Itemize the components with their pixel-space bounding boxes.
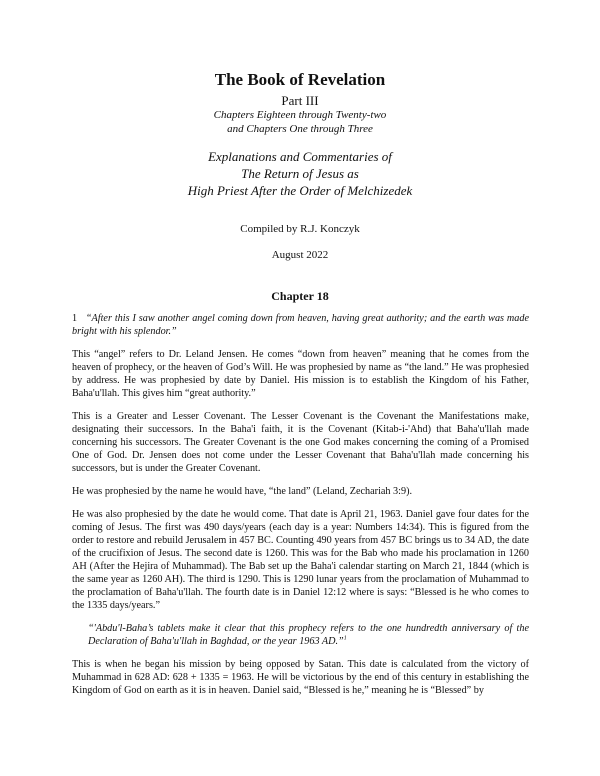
- footnote-marker[interactable]: 1: [343, 635, 347, 642]
- verse-text: “After this I saw another angel coming down from heaven, having great authority; and the earth was made bright with his splendor.”: [72, 313, 530, 337]
- block-quote-text: “'Abdu'l-Baha’s tablets make it clear that this prophecy refers to the one hundredth anniversary of the Declaration of Baha'u'llah in Baghdad, or the year 1963 AD.”: [88, 623, 529, 647]
- verse-number: 1: [72, 313, 78, 324]
- part-label: Part III: [281, 93, 319, 108]
- explanations-line1: Explanations and Commentaries of: [208, 149, 392, 164]
- commentary-paragraph: He was prophesied by the name he would have, “the land” (Leland, Zechariah 3:9).: [72, 486, 413, 497]
- chapters-subtitle-line2: and Chapters One through Three: [227, 123, 373, 135]
- commentary-paragraph: He was also prophesied by the date he would come. That date is April 21, 1963. Daniel gave four dates for the coming of Jesus. The first was 490 days/years (each day is a year: Numbers 14:34). This is figured from the order to restore and rebuild Jerusalem in 457 BC. Counting 490 years from 457 BC brings us to 34 AD, the date of the crucifixion of Jesus. The second date is 1260. This was for the Bab who made his proclamation in 1260 AH (After the Hejira of Muhammad). The Bab set up the Baha'i calendar starting on March 21, 1844 (which is the same year as 1260 AH). The third is 1290. This is 1290 lunar years from the proclamation of Muhammad to the proclamation of Baha'u'llah. The fourth date is in Daniel 12:12 where is says: “Blessed is he who comes to the 1335 days/years.”: [72, 509, 529, 611]
- document-title: The Book of Revelation: [214, 70, 386, 89]
- compiled-by: Compiled by R.J. Konczyk: [240, 223, 360, 235]
- publication-date: August 2022: [271, 249, 329, 261]
- verse-paragraph: [72, 312, 529, 338]
- chapters-subtitle-line1: Chapters Eighteen through Twenty-two: [213, 109, 387, 121]
- chapter-body: [72, 312, 529, 707]
- chapter-heading: Chapter 18: [271, 289, 329, 303]
- commentary-paragraph: This is when he began his mission by being opposed by Satan. This date is calculated from the victory of Muhammad in 628 AD: 628 + 1335 = 1963. He will be victorious by the end of this century in establishing the Kingdom of God on earth as it is in heaven. Daniel said, “Blessed is he,” meaning he is “Blessed” by: [72, 659, 529, 696]
- explanations-line3: High Priest After the Order of Melchizedek: [187, 183, 413, 198]
- commentary-paragraph: This “angel” refers to Dr. Leland Jensen. He comes “down from heaven” meaning that he comes from the heaven of prophecy, or the heaven of God’s Will. He was prophesied by name as “the land.” He was prophesied by address. He was prophesied by date by Daniel. His mission is to establish the Kingdom of his Father, Baha'u'llah. This gives him “great authority.”: [72, 349, 529, 399]
- commentary-paragraph: This is a Greater and Lesser Covenant. The Lesser Covenant is the Covenant the Manifestations make, designating their successors. In the Baha'i faith, it is the Covenant (Kitab-i-'Ahd) that Baha'u'llah made concerning his successors. The Greater Covenant is the one God makes concerning the coming of a Promised One of God. Dr. Jensen does not come under the Lesser Covenant that Baha'u'llah made concerning his successors, but is under the Greater Covenant.: [72, 411, 529, 474]
- block-quote: [88, 622, 529, 648]
- explanations-line2: The Return of Jesus as: [241, 166, 359, 181]
